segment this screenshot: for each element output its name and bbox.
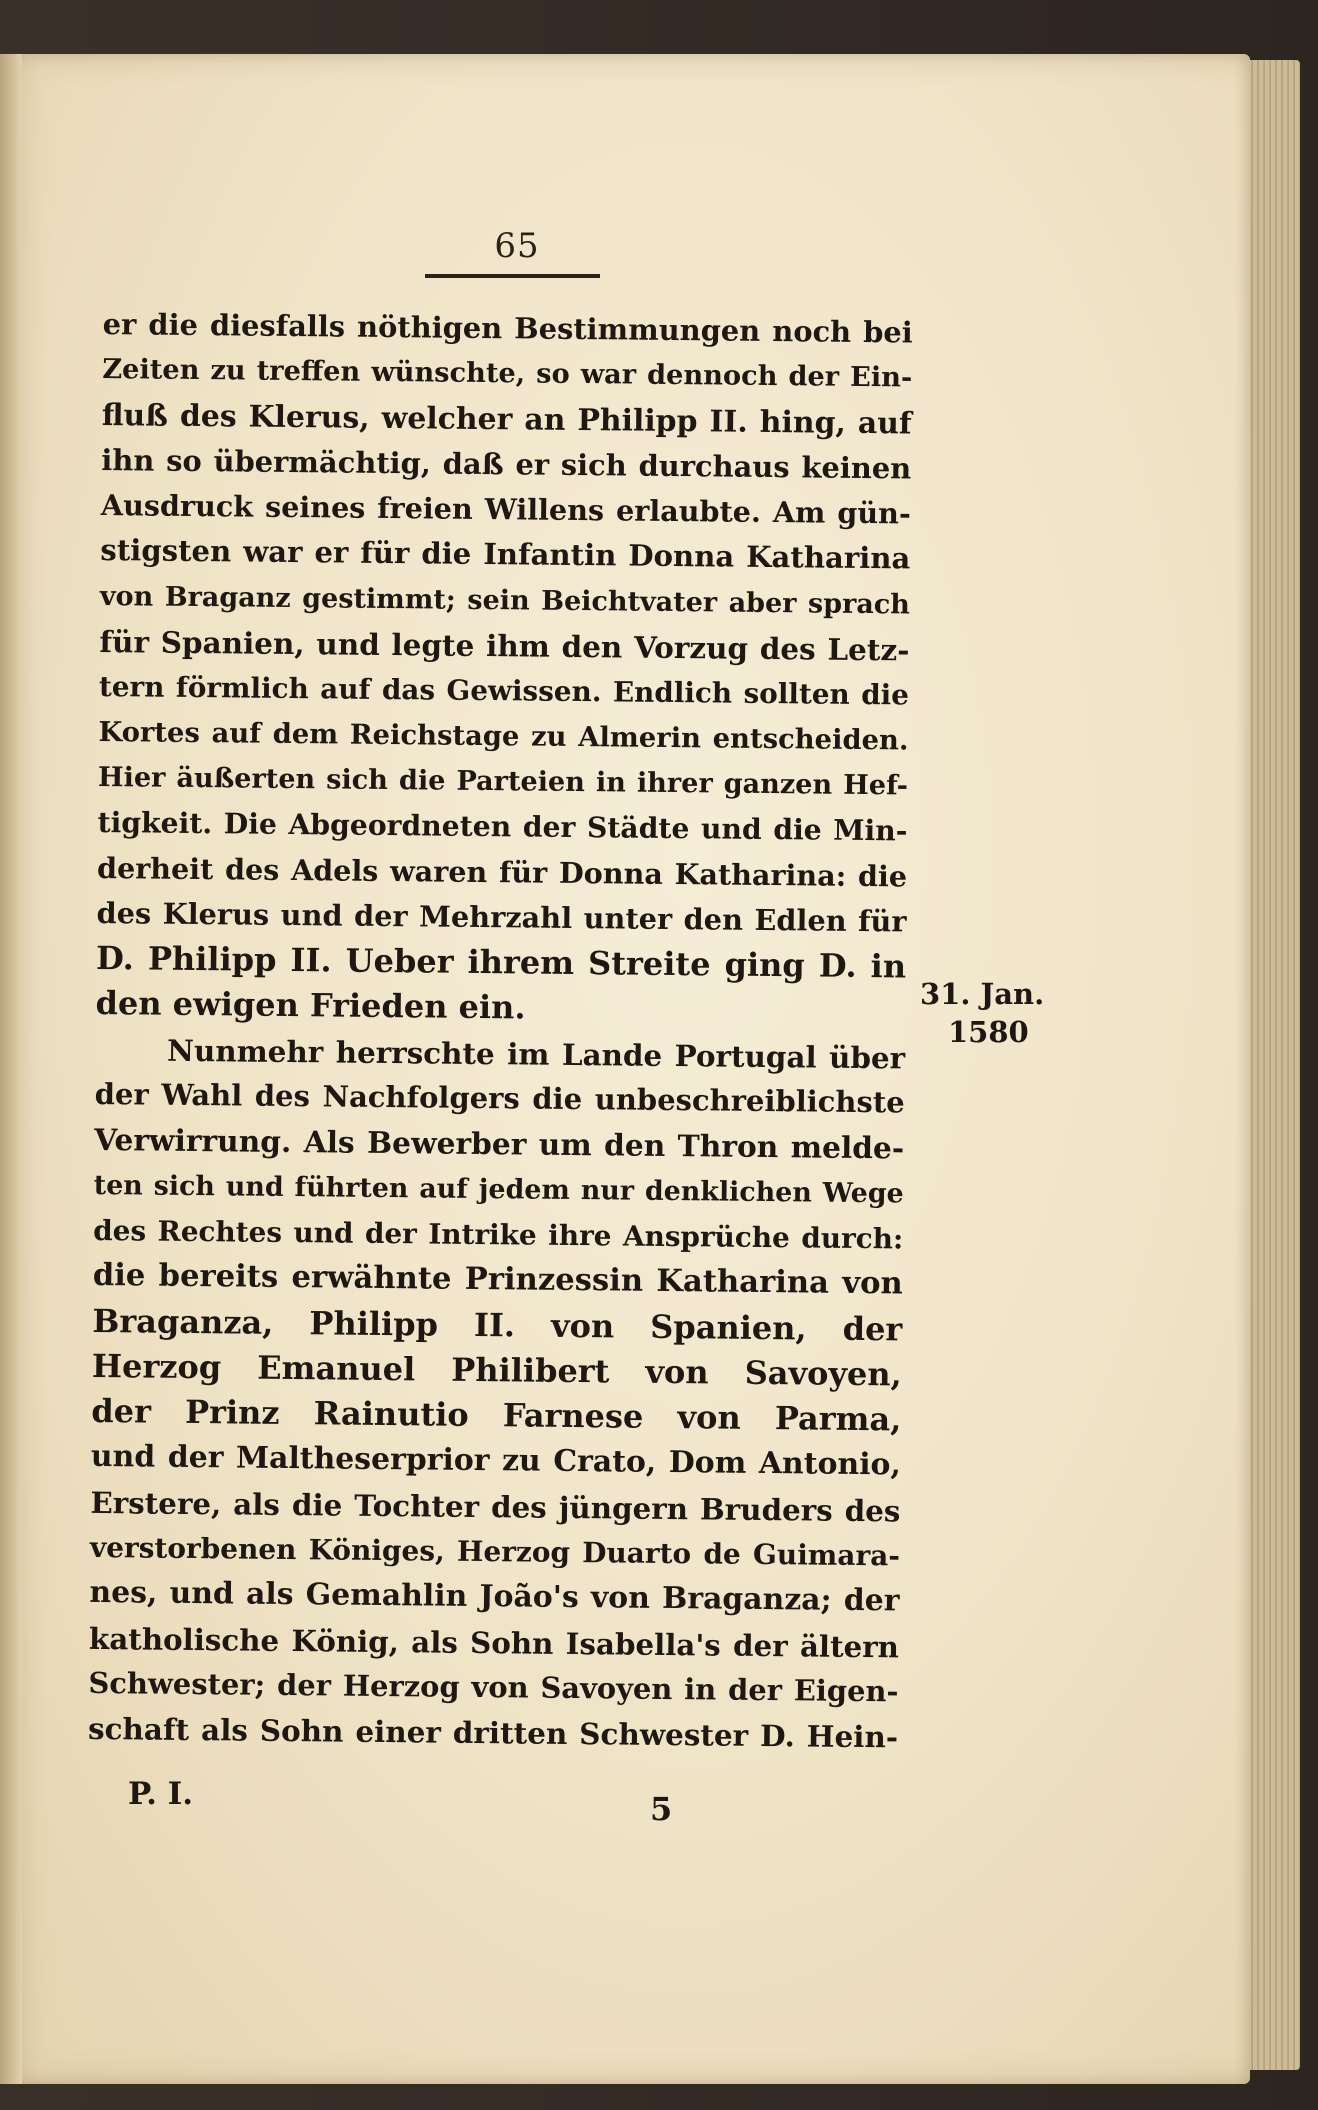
text-line: Nunmehr herrschte im Lande Portugal über: [166, 1032, 906, 1076]
text-line: die bereits erwähnte Prinzessin Katharina von: [92, 1257, 903, 1302]
margin-note-year: 1580: [948, 1015, 1029, 1049]
body-text: [88, 302, 913, 1760]
text-line: und der Maltheserprior zu Crato, Dom Antonio,: [90, 1439, 902, 1483]
text-line: ihn so übermächtig, daß er sich durchaus keinen: [101, 442, 912, 486]
text-line: der Wahl des Nachfolgers die unbeschreiblichste: [94, 1077, 905, 1120]
text-line: fluß des Klerus, welcher an Philipp II. hing, auf: [101, 397, 912, 442]
margin-note-date: 31. Jan.: [920, 977, 1045, 1011]
text-line: katholische König, als Sohn Isabella's der ältern: [88, 1620, 900, 1665]
text-line: derheit des Adels waren für Donna Katharina: die: [96, 850, 908, 894]
text-line: ten sich und führten auf jedem nur denklichen Wege: [93, 1169, 904, 1210]
text-line: Verwirrung. Als Bewerber um den Thron melde-: [94, 1122, 905, 1166]
text-line: des Klerus und der Mehrzahl unter den Edlen für: [96, 895, 907, 939]
text-line: Herzog Emanuel Philibert von Savoyen,: [91, 1346, 903, 1394]
page-gutter: [0, 54, 22, 2084]
text-line: tigkeit. Die Abgeordneten der Städte und die Min-: [97, 805, 908, 848]
text-line: nes, und als Gemahlin João's von Braganza; der: [89, 1575, 900, 1619]
text-line: verstorbenen Königes, Herzog Duarto de Guimara-: [89, 1530, 901, 1573]
page-number: 65: [494, 226, 540, 266]
text-line: der Prinz Rainutio Farnese von Parma,: [91, 1392, 902, 1439]
text-line: stigsten war er für die Infantin Donna Katharina: [100, 533, 911, 576]
text-line: Schwester; der Herzog von Savoyen in der Eigen-: [88, 1665, 899, 1709]
text-line: den ewigen Frieden ein.: [95, 984, 526, 1027]
text-line: Erstere, als die Tochter des jüngern Bruders des: [90, 1484, 901, 1529]
text-line: D. Philipp II. Ueber ihrem Streite ging D. in: [95, 939, 907, 986]
text-line: Ausdruck seines freien Willens erlaubte. Am gün-: [100, 488, 912, 531]
text-line: Braganza, Philipp II. von Spanien, der: [92, 1301, 903, 1348]
text-line: Kortes auf dem Reichstage zu Almerin entscheiden.: [98, 715, 909, 757]
text-line: für Spanien, und legte ihm den Vorzug des Letz-: [99, 624, 910, 668]
sheet-number: 5: [650, 1790, 673, 1828]
signature-mark: P. I.: [128, 1776, 194, 1812]
text-line: tern förmlich auf das Gewissen. Endlich sollten die: [98, 670, 910, 712]
text-line: von Braganz gestimmt; sein Beichtvater aber sprach: [99, 580, 911, 621]
text-line: er die diesfalls nöthigen Bestimmungen noch bei: [102, 306, 913, 350]
text-line: Hier äußerten sich die Parteien in ihrer ganzen Hef-: [97, 761, 909, 802]
text-line: schaft als Sohn einer dritten Schwester D. Hein-: [87, 1711, 899, 1755]
header-rule: [425, 274, 600, 278]
text-line: Zeiten zu treffen wünschte, so war dennoch der Ein-: [102, 353, 913, 394]
margin-note: [920, 975, 1060, 1051]
text-line: des Rechtes und der Intrike ihre Ansprüche durch:: [93, 1213, 904, 1256]
